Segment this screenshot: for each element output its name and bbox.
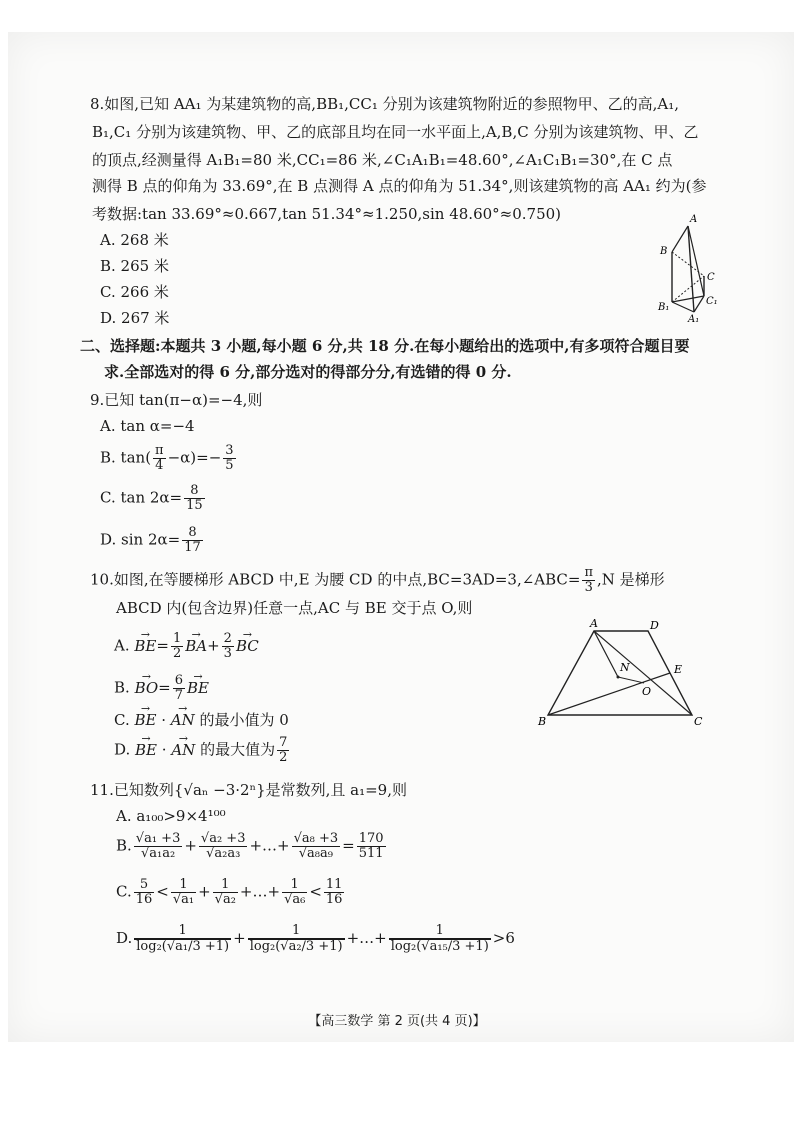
q10-a-vec-ba: → BA bbox=[185, 636, 207, 656]
q10-b-eq: = bbox=[158, 678, 171, 697]
q11-b-term1 bbox=[134, 832, 183, 861]
q11-d-t2-den: log₂(√a₂/3 +1) bbox=[249, 939, 343, 954]
q11-d-t2-num: 1 bbox=[248, 924, 345, 939]
q10-option-b bbox=[114, 674, 209, 703]
q10-l1-num: π bbox=[584, 565, 594, 580]
q8-line-1: 8.如图,已知 AA₁ 为某建筑物的高,BB₁,CC₁ 分别为该建筑物附近的参照物甲、乙的高,A₁, bbox=[90, 95, 680, 113]
q9-stem: 9.已知 tan(π−α)=−4,则 bbox=[90, 391, 263, 409]
q9-b-num2: 3 bbox=[225, 443, 234, 458]
q10-a-pre: A. bbox=[114, 636, 135, 655]
q11-b-eq: = bbox=[342, 836, 355, 855]
q11-b-t3-den: √a₈a₉ bbox=[298, 846, 333, 861]
q10-l1-frac bbox=[582, 566, 595, 595]
q8-line-4: 测得 B 点的仰角为 33.69°,在 B 点测得 A 点的仰角为 51.34°,则该建筑物的高 AA₁ 约为(参 bbox=[92, 177, 707, 195]
q11-b-t3-num: √a₈ +3 bbox=[293, 831, 339, 846]
q10-l1-post: ,N 是梯形 bbox=[597, 570, 665, 589]
fig10-label-o: O bbox=[642, 685, 652, 698]
q10-option-a bbox=[114, 632, 259, 661]
q11-d-t1-den: log₂(√a₁/3 +1) bbox=[136, 939, 230, 954]
q11-b-dots: +…+ bbox=[249, 836, 290, 855]
q9-option-a: A. tan α=−4 bbox=[100, 417, 195, 435]
q9-option-d bbox=[100, 526, 205, 555]
q8-option-c: C. 266 米 bbox=[100, 283, 169, 301]
q8-line-5: 考数据:tan 33.69°≈0.667,tan 51.34°≈1.250,sin 48.60°≈0.750) bbox=[92, 205, 562, 223]
q11-c-t1-den: √a₁ bbox=[172, 892, 195, 907]
q11-d-pre: D. bbox=[116, 929, 133, 947]
fig10-label-c: C bbox=[694, 715, 703, 727]
q11-c-term3 bbox=[282, 878, 307, 907]
q10-a-eq: = bbox=[156, 636, 169, 655]
q10-l1-pre: 10.如图,在等腰梯形 ABCD 中,E 为腰 CD 的中点,BC=3AD=3,∠ABC= bbox=[90, 570, 581, 589]
q10-c-pre: C. bbox=[114, 711, 135, 729]
q9-b-frac2 bbox=[223, 444, 235, 473]
q9-b-den2: 5 bbox=[225, 458, 234, 473]
fig8-label-b: B bbox=[660, 246, 668, 257]
q11-b-result bbox=[357, 832, 386, 861]
q11-c-term1 bbox=[171, 878, 196, 907]
q10-a-frac1 bbox=[171, 632, 183, 661]
q11-c-t2-num: 1 bbox=[213, 878, 238, 893]
q10-d-pre: D. bbox=[114, 740, 136, 759]
q10-b-vec-bo: → BO bbox=[135, 678, 159, 698]
q11-b-t1-den: √a₁a₂ bbox=[140, 846, 176, 861]
q11-c-t3-num: 1 bbox=[282, 878, 307, 893]
q9-b-pre: B. tan( bbox=[100, 448, 152, 467]
q10-d-frac bbox=[277, 736, 289, 765]
section2-line-1: 二、选择题:本题共 3 小题,每小题 6 分,共 18 分.在每小题给出的选项中,有多项符合题目要 bbox=[80, 337, 690, 355]
q11-d-term3 bbox=[389, 924, 491, 954]
q11-d-t3-den: log₂(√a₁₅/3 +1) bbox=[390, 939, 489, 954]
q10-c-vec-be: → BE bbox=[134, 710, 156, 730]
q10-d-vec-an: → AN bbox=[171, 740, 195, 760]
q11-b-t1-num: √a₁ +3 bbox=[135, 831, 181, 846]
q11-b-rd: 511 bbox=[358, 846, 384, 861]
q10-a-d2: 3 bbox=[223, 646, 232, 661]
q10-b-vec-be: → BE bbox=[187, 678, 209, 698]
q9-option-b bbox=[100, 444, 238, 473]
q10-d-n: 7 bbox=[279, 735, 288, 750]
q11-b-t2-den: √a₂a₃ bbox=[206, 846, 241, 861]
fig10-label-d: D bbox=[650, 619, 659, 632]
q10-a-frac2 bbox=[222, 632, 234, 661]
q10-b-pre: B. bbox=[114, 678, 135, 697]
q10-a-d1: 2 bbox=[172, 646, 182, 661]
q10-l1-den: 3 bbox=[584, 580, 593, 595]
q10-c-post: 的最小值为 0 bbox=[194, 711, 289, 729]
q10-a-n1: 1 bbox=[172, 631, 182, 646]
q11-c-t2-den: √a₂ bbox=[214, 892, 236, 907]
fig8-label-c1: C₁ bbox=[706, 296, 718, 307]
q9-d-frac bbox=[182, 526, 203, 555]
q10-b-n: 6 bbox=[174, 673, 184, 688]
q11-option-a: A. a₁₀₀>9×4¹⁰⁰ bbox=[116, 807, 226, 825]
q9-c-num: 8 bbox=[184, 484, 205, 499]
fig10-label-a: A bbox=[590, 617, 598, 630]
q8-option-b: B. 265 米 bbox=[100, 257, 169, 275]
q11-c-t1-num: 1 bbox=[171, 878, 196, 893]
q8-building-figure bbox=[638, 212, 728, 322]
q10-d-vec-be: → BE bbox=[135, 740, 157, 760]
q11-option-d: D. $\frac{1}{\text{log₂(√a₁/3 +1)}}$ + $\frac{1}{\text{log₂(√a₂/3 +1)}}$ +…+ $\frac{1}{\text{log₂(√a₁₅/3 +1)}}$ >6 bbox=[116, 923, 515, 954]
q11-b-t2-num: √a₂ +3 bbox=[200, 831, 246, 846]
q10-a-vec-be: → BE bbox=[134, 636, 156, 656]
q11-d-t1-num: 1 bbox=[134, 924, 231, 939]
q10-a-vec-bc: → BC bbox=[236, 636, 259, 656]
q8-option-d: D. 267 米 bbox=[100, 309, 170, 327]
q8-line-3: 的顶点,经测量得 A₁B₁=80 米,CC₁=86 米,∠C₁A₁B₁=48.60°,∠A₁C₁B₁=30°,在 C 点 bbox=[92, 151, 673, 169]
q10-line-1 bbox=[90, 566, 665, 595]
fig8-label-a1: A₁ bbox=[688, 314, 700, 322]
exam-page bbox=[8, 32, 794, 1042]
q10-b-d: 7 bbox=[174, 688, 184, 703]
q11-d-term1 bbox=[134, 924, 231, 954]
q10-a-plus: + bbox=[207, 636, 220, 655]
q9-b-mid: −α)=− bbox=[167, 448, 222, 467]
q9-d-pre: D. sin 2α= bbox=[100, 530, 181, 549]
q11-c-right bbox=[324, 878, 345, 907]
q10-d-post: 的最大值为 bbox=[195, 740, 276, 759]
q8-line-2: B₁,C₁ 分别为该建筑物、甲、乙的底部且均在同一水平面上,A,B,C 分别为该建筑物、甲、乙 bbox=[92, 123, 699, 141]
q11-option-c: C. $\frac{5}{16}$ < $\frac{1}{\text{√a₁}}$ + $\frac{1}{\text{√a₂}}$ +…+ $\frac{1}{\text{√a₆}}$ < $\frac{11}{16}$ bbox=[116, 877, 343, 907]
q11-c-term2 bbox=[213, 878, 238, 907]
q11-b-rn: 170 bbox=[358, 831, 384, 846]
q8-option-a: A. 268 米 bbox=[100, 231, 169, 249]
q11-b-term3 bbox=[292, 832, 341, 861]
q11-d-post: >6 bbox=[492, 929, 515, 947]
q11-d-term2 bbox=[248, 924, 345, 954]
q11-c-pre: C. bbox=[116, 882, 132, 901]
q10-c-dot: · bbox=[156, 711, 171, 729]
q9-c-den: 15 bbox=[186, 498, 203, 513]
q9-option-c bbox=[100, 484, 207, 513]
fig8-label-a: A bbox=[690, 214, 698, 225]
q9-b-num: π bbox=[155, 443, 164, 458]
q11-c-t3-den: √a₆ bbox=[284, 892, 306, 907]
fig10-label-n: N bbox=[620, 661, 630, 674]
q10-option-d bbox=[114, 736, 291, 765]
q9-d-den: 17 bbox=[184, 540, 201, 555]
q11-b-pre: B. bbox=[116, 836, 132, 855]
q10-a-n2: 2 bbox=[223, 631, 232, 646]
q11-option-b: B. $\frac{\text{√a₁ +3}}{\text{√a₁a₂}}$ + $\frac{\text{√a₂ +3}}{\text{√a₂a₃}}$ +…+ $\frac{\text{√a₈ +3}}{\text{√a₈a₉}}$ = $\frac{170}{511}$ bbox=[116, 831, 384, 861]
q10-option-c bbox=[114, 710, 289, 730]
section2-line-2: 求.全部选对的得 6 分,部分选对的得部分分,有选错的得 0 分. bbox=[104, 363, 512, 381]
q9-b-frac bbox=[153, 444, 166, 473]
q9-b-den: 4 bbox=[155, 458, 164, 473]
q11-c-rd: 16 bbox=[325, 892, 343, 907]
q10-trapezoid-figure bbox=[536, 617, 716, 727]
q11-c-ld: 16 bbox=[135, 892, 153, 907]
q11-c-rn: 11 bbox=[325, 877, 343, 892]
q9-c-frac bbox=[184, 484, 205, 513]
q10-c-vec-an: → AN bbox=[171, 710, 195, 730]
fig8-label-c: C bbox=[707, 272, 715, 283]
q10-d-d: 2 bbox=[279, 750, 288, 765]
q11-stem: 11.已知数列{√aₙ −3·2ⁿ}是常数列,且 a₁=9,则 bbox=[90, 781, 407, 799]
q10-line-2: ABCD 内(包含边界)任意一点,AC 与 BE 交于点 O,则 bbox=[116, 599, 473, 617]
q9-d-num: 8 bbox=[182, 526, 203, 541]
q11-c-left bbox=[134, 878, 155, 907]
fig10-label-e: E bbox=[674, 663, 683, 676]
q11-d-t3-num: 1 bbox=[389, 924, 491, 939]
q11-c-ln: 5 bbox=[134, 878, 155, 893]
fig8-label-b1: B₁ bbox=[658, 302, 670, 313]
q11-b-term2 bbox=[199, 832, 248, 861]
fig10-label-b: B bbox=[538, 715, 547, 727]
q9-c-pre: C. tan 2α= bbox=[100, 488, 183, 507]
page-footer: 【高三数学 第 2 页(共 4 页)】 bbox=[308, 1014, 486, 1029]
q10-d-dot: · bbox=[157, 740, 172, 759]
